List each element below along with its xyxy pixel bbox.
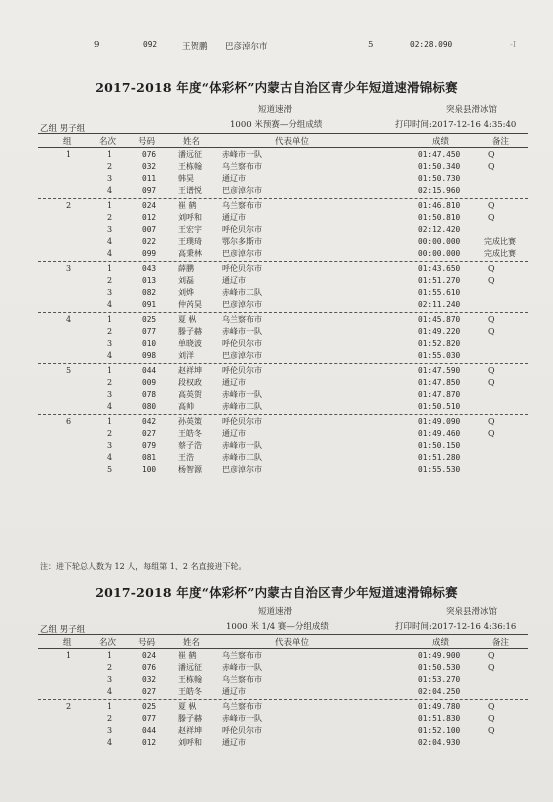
cell-remark: 完成比赛 (484, 237, 516, 246)
cell-remark: Q (488, 162, 495, 171)
cell-name: 夏 枞 (178, 702, 197, 711)
cell-name: 刘烨 (178, 288, 194, 297)
cell-remark: Q (488, 429, 495, 438)
col-group: 组 (63, 137, 72, 147)
cell-bib: 012 (142, 213, 157, 222)
cell-unit: 呼伦贝尔市 (222, 264, 262, 273)
cell-rank: 1 (107, 315, 113, 324)
cell-result: 01:50.810 (418, 213, 461, 222)
cell-bib: 081 (142, 453, 157, 462)
cell-name: 刘磊 (178, 276, 194, 285)
table-row (0, 674, 553, 686)
cell-result: 01:50.530 (418, 663, 461, 672)
cell-unit: 赤峰市二队 (222, 288, 262, 297)
venue-label: 突泉县滑冰馆 (446, 607, 498, 617)
cell-unit: 鄂尔多斯市 (222, 237, 262, 246)
cell-unit: 通辽市 (222, 429, 246, 438)
cell-unit: 乌兰察布市 (222, 675, 262, 684)
cell-remark: Q (488, 378, 495, 387)
table-row (0, 299, 553, 311)
cell-unit: 巴彦淖尔市 (222, 186, 262, 195)
cell-bib: 024 (142, 201, 157, 210)
cell-result: 01:51.280 (418, 453, 461, 462)
cell-rank: 1 (107, 366, 113, 375)
sport-label: 短道速滑 (258, 105, 293, 115)
cell-unit: 赤峰市一队 (222, 441, 262, 450)
cell-result: 01:49.900 (418, 651, 461, 660)
cell-unit: 巴彦淖尔市 (222, 300, 262, 309)
cell-rank: 2 (107, 714, 113, 723)
cell-remark: Q (488, 663, 495, 672)
cell-bib: 076 (142, 663, 157, 672)
cell-remark: Q (488, 276, 495, 285)
cell-bib: 032 (142, 675, 157, 684)
cell-result: 01:49.460 (418, 429, 461, 438)
cell-bib: 043 (142, 264, 157, 273)
cell-result: 01:49.090 (418, 417, 461, 426)
cell-rank: 2 (107, 213, 113, 222)
cell-result: 01:52.100 (418, 726, 461, 735)
cell-name: 高秉林 (178, 249, 202, 258)
section-title: 2017-2018 年度“体彩杯”内蒙古自治区青少年短道速滑锦标赛 (95, 80, 458, 95)
table-row (0, 200, 553, 212)
cell-remark: Q (488, 150, 495, 159)
cell-unit: 赤峰市一队 (222, 663, 262, 672)
cell-bib: 044 (142, 726, 157, 735)
cell-unit: 赤峰市一队 (222, 150, 262, 159)
cell-unit: 乌兰察布市 (222, 315, 262, 324)
cell-name: 孙英策 (178, 417, 202, 426)
table-row (0, 236, 553, 248)
table-row (0, 737, 553, 749)
cell-rank: 1 (107, 201, 113, 210)
cell-result: 01:47.450 (418, 150, 461, 159)
cell-name: 滕子赫 (178, 714, 202, 723)
cell-unit: 赤峰市一队 (222, 714, 262, 723)
col-result: 成绩 (432, 638, 450, 648)
carryover-mark: -I (510, 40, 517, 50)
header-top-rule (38, 133, 528, 134)
table-row (0, 365, 553, 377)
table-row (0, 650, 553, 662)
cell-name: 段权政 (178, 378, 202, 387)
sport-label: 短道速滑 (258, 607, 293, 617)
cell-rank: 3 (107, 288, 113, 297)
cell-bib: 077 (142, 714, 157, 723)
header-bottom-rule (38, 648, 528, 649)
carryover-lane: 5 (368, 40, 374, 50)
cell-result: 02:04.250 (418, 687, 461, 696)
cell-bib: 024 (142, 651, 157, 660)
event-label: 1000 米预赛—分组成绩 (230, 120, 323, 130)
cell-rank: 4 (107, 186, 113, 195)
cell-result: 01:53.270 (418, 675, 461, 684)
table-row (0, 428, 553, 440)
cell-name: 王栋翰 (178, 162, 202, 171)
col-bib: 号码 (138, 137, 156, 147)
cell-group: 4 (66, 315, 72, 324)
cell-rank: 1 (107, 651, 113, 660)
cell-unit: 通辽市 (222, 378, 246, 387)
cell-bib: 022 (142, 237, 157, 246)
cell-rank: 3 (107, 174, 113, 183)
cell-group: 1 (66, 651, 72, 660)
cell-unit: 巴彦淖尔市 (222, 249, 262, 258)
cell-result: 00:00.000 (418, 237, 461, 246)
cell-rank: 3 (107, 225, 113, 234)
cell-bib: 079 (142, 441, 157, 450)
cell-result: 02:11.240 (418, 300, 461, 309)
cell-group: 2 (66, 702, 72, 711)
cell-rank: 3 (107, 390, 113, 399)
cell-remark: 完成比赛 (484, 249, 516, 258)
table-row (0, 173, 553, 185)
cell-bib: 027 (142, 687, 157, 696)
cell-rank: 4 (107, 453, 113, 462)
col-remark: 备注 (492, 638, 510, 648)
cell-name: 王浩 (178, 453, 194, 462)
cell-remark: Q (488, 264, 495, 273)
cell-bib: 100 (142, 465, 157, 474)
cell-rank: 4 (107, 300, 113, 309)
table-row (0, 314, 553, 326)
col-bib: 号码 (138, 638, 156, 648)
table-row (0, 452, 553, 464)
cell-rank: 1 (107, 264, 113, 273)
cell-name: 王谱悦 (178, 186, 202, 195)
cell-bib: 025 (142, 702, 157, 711)
cell-unit: 赤峰市二队 (222, 402, 262, 411)
cell-remark: Q (488, 315, 495, 324)
cell-name: 韩昊 (178, 174, 194, 183)
cell-rank: 3 (107, 675, 113, 684)
table-row (0, 401, 553, 413)
table-row (0, 713, 553, 725)
cell-remark: Q (488, 726, 495, 735)
table-row (0, 212, 553, 224)
cell-rank: 2 (107, 162, 113, 171)
cell-name: 王栋翰 (178, 675, 202, 684)
cell-name: 薛鹏 (178, 264, 194, 273)
header-bottom-rule (38, 147, 528, 148)
cell-rank: 4 (107, 351, 113, 360)
carryover-name: 王贺鹏 (182, 42, 208, 52)
cell-name: 仲芮昊 (178, 300, 202, 309)
cell-name: 刘呼和 (178, 213, 202, 222)
cell-group: 6 (66, 417, 72, 426)
cell-result: 01:51.270 (418, 276, 461, 285)
cell-name: 王皓冬 (178, 687, 202, 696)
category-label: 乙组 男子组 (40, 625, 86, 635)
cell-remark: Q (488, 651, 495, 660)
cell-bib: 076 (142, 150, 157, 159)
col-unit: 代表单位 (275, 137, 310, 147)
cell-unit: 巴彦淖尔市 (222, 351, 262, 360)
carryover-bib: 092 (143, 40, 158, 49)
table-row (0, 185, 553, 197)
table-row (0, 389, 553, 401)
advance-note: 注：进下轮总人数为 12 人，每组第 1、2 名直接进下轮。 (40, 562, 247, 571)
cell-bib: 097 (142, 186, 157, 195)
cell-result: 01:47.870 (418, 390, 461, 399)
cell-rank: 4 (107, 402, 113, 411)
cell-result: 01:55.530 (418, 465, 461, 474)
table-row (0, 248, 553, 260)
cell-group: 3 (66, 264, 72, 273)
cell-rank: 4 (107, 738, 113, 747)
category-label: 乙组 男子组 (40, 124, 86, 134)
cell-unit: 通辽市 (222, 738, 246, 747)
table-row (0, 416, 553, 428)
cell-unit: 乌兰察布市 (222, 201, 262, 210)
cell-unit: 呼伦贝尔市 (222, 225, 262, 234)
cell-name: 单晓波 (178, 339, 202, 348)
cell-unit: 呼伦贝尔市 (222, 339, 262, 348)
cell-name: 高英贺 (178, 390, 202, 399)
cell-result: 01:50.150 (418, 441, 461, 450)
cell-remark: Q (488, 366, 495, 375)
cell-bib: 010 (142, 339, 157, 348)
cell-result: 01:52.820 (418, 339, 461, 348)
cell-unit: 乌兰察布市 (222, 702, 262, 711)
table-row (0, 326, 553, 338)
col-rank: 名次 (99, 638, 117, 648)
cell-unit: 通辽市 (222, 687, 246, 696)
cell-unit: 呼伦贝尔市 (222, 726, 262, 735)
cell-result: 01:51.830 (418, 714, 461, 723)
cell-name: 崔 鹤 (178, 201, 197, 210)
cell-unit: 巴彦淖尔市 (222, 465, 262, 474)
carryover-unit: 巴彦淖尔市 (225, 42, 268, 52)
cell-unit: 乌兰察布市 (222, 651, 262, 660)
cell-rank: 4 (107, 249, 113, 258)
cell-rank: 2 (107, 378, 113, 387)
table-row (0, 263, 553, 275)
table-row (0, 287, 553, 299)
cell-group: 1 (66, 150, 72, 159)
cell-result: 02:04.930 (418, 738, 461, 747)
carryover-group: 9 (94, 40, 100, 50)
carryover-time: 02:28.090 (410, 40, 453, 49)
cell-unit: 赤峰市一队 (222, 327, 262, 336)
cell-rank: 3 (107, 339, 113, 348)
cell-rank: 4 (107, 687, 113, 696)
cell-unit: 通辽市 (222, 213, 246, 222)
cell-bib: 044 (142, 366, 157, 375)
table-row (0, 662, 553, 674)
cell-result: 01:50.340 (418, 162, 461, 171)
event-label: 1000 米 1/4 赛—分组成绩 (226, 622, 329, 632)
cell-remark: Q (488, 702, 495, 711)
cell-result: 01:55.030 (418, 351, 461, 360)
cell-name: 刘呼和 (178, 738, 202, 747)
cell-name: 高帅 (178, 402, 194, 411)
cell-unit: 通辽市 (222, 174, 246, 183)
table-row (0, 377, 553, 389)
cell-bib: 080 (142, 402, 157, 411)
cell-remark: Q (488, 417, 495, 426)
cell-result: 01:49.780 (418, 702, 461, 711)
cell-result: 00:00.000 (418, 249, 461, 258)
print-time: 打印时间:2017-12-16 4:35:40 (395, 120, 517, 130)
cell-result: 01:46.810 (418, 201, 461, 210)
cell-remark: Q (488, 213, 495, 222)
cell-group: 5 (66, 366, 72, 375)
table-row (0, 275, 553, 287)
cell-name: 蔡子浩 (178, 441, 202, 450)
cell-result: 01:50.510 (418, 402, 461, 411)
table-row (0, 350, 553, 362)
col-group: 组 (63, 638, 72, 648)
cell-bib: 098 (142, 351, 157, 360)
print-time: 打印时间:2017-12-16 4:36:16 (395, 622, 517, 632)
cell-rank: 3 (107, 441, 113, 450)
cell-rank: 2 (107, 429, 113, 438)
cell-name: 崔 鹤 (178, 651, 197, 660)
results-table (0, 650, 553, 749)
cell-unit: 呼伦贝尔市 (222, 417, 262, 426)
cell-rank: 1 (107, 417, 113, 426)
cell-result: 02:15.960 (418, 186, 461, 195)
cell-bib: 012 (142, 738, 157, 747)
cell-rank: 1 (107, 702, 113, 711)
carryover-row (0, 40, 553, 54)
cell-rank: 2 (107, 276, 113, 285)
col-name: 姓名 (183, 638, 201, 648)
cell-result: 01:43.650 (418, 264, 461, 273)
cell-name: 赵祥坤 (178, 366, 202, 375)
table-row (0, 725, 553, 737)
col-result: 成绩 (432, 137, 450, 147)
cell-result: 01:55.610 (418, 288, 461, 297)
cell-remark: Q (488, 714, 495, 723)
col-rank: 名次 (99, 137, 117, 147)
cell-name: 王皓冬 (178, 429, 202, 438)
table-row (0, 161, 553, 173)
cell-bib: 099 (142, 249, 157, 258)
table-row (0, 224, 553, 236)
cell-name: 刘洋 (178, 351, 194, 360)
col-remark: 备注 (492, 137, 510, 147)
cell-bib: 007 (142, 225, 157, 234)
col-unit: 代表单位 (275, 638, 310, 648)
table-row (0, 686, 553, 698)
cell-name: 滕子赫 (178, 327, 202, 336)
cell-name: 夏 枞 (178, 315, 197, 324)
cell-bib: 027 (142, 429, 157, 438)
cell-bib: 009 (142, 378, 157, 387)
cell-unit: 乌兰察布市 (222, 162, 262, 171)
cell-name: 潘远征 (178, 150, 202, 159)
cell-rank: 2 (107, 327, 113, 336)
cell-rank: 4 (107, 237, 113, 246)
cell-unit: 通辽市 (222, 276, 246, 285)
table-row (0, 464, 553, 476)
cell-bib: 032 (142, 162, 157, 171)
venue-label: 突泉县滑冰馆 (446, 105, 498, 115)
col-name: 姓名 (183, 137, 201, 147)
table-row (0, 149, 553, 161)
cell-result: 02:12.420 (418, 225, 461, 234)
section-title: 2017-2018 年度“体彩杯”内蒙古自治区青少年短道速滑锦标赛 (95, 585, 458, 600)
cell-bib: 042 (142, 417, 157, 426)
cell-bib: 011 (142, 174, 157, 183)
cell-bib: 025 (142, 315, 157, 324)
cell-remark: Q (488, 327, 495, 336)
cell-result: 01:47.590 (418, 366, 461, 375)
cell-rank: 1 (107, 150, 113, 159)
cell-name: 王璞琦 (178, 237, 202, 246)
cell-name: 杨智源 (178, 465, 202, 474)
cell-unit: 赤峰市一队 (222, 390, 262, 399)
cell-bib: 013 (142, 276, 157, 285)
cell-bib: 091 (142, 300, 157, 309)
cell-bib: 082 (142, 288, 157, 297)
cell-bib: 077 (142, 327, 157, 336)
cell-result: 01:49.220 (418, 327, 461, 336)
cell-rank: 3 (107, 726, 113, 735)
cell-rank: 2 (107, 663, 113, 672)
cell-name: 赵祥坤 (178, 726, 202, 735)
cell-bib: 078 (142, 390, 157, 399)
header-top-rule (38, 634, 528, 635)
cell-rank: 5 (107, 465, 113, 474)
cell-result: 01:50.730 (418, 174, 461, 183)
cell-result: 01:47.850 (418, 378, 461, 387)
table-row (0, 440, 553, 452)
cell-unit: 呼伦贝尔市 (222, 366, 262, 375)
cell-group: 2 (66, 201, 72, 210)
cell-name: 王宏宇 (178, 225, 202, 234)
table-row (0, 701, 553, 713)
cell-remark: Q (488, 201, 495, 210)
cell-name: 潘远征 (178, 663, 202, 672)
table-row (0, 338, 553, 350)
cell-unit: 赤峰市二队 (222, 453, 262, 462)
results-table (0, 149, 553, 476)
cell-result: 01:45.870 (418, 315, 461, 324)
